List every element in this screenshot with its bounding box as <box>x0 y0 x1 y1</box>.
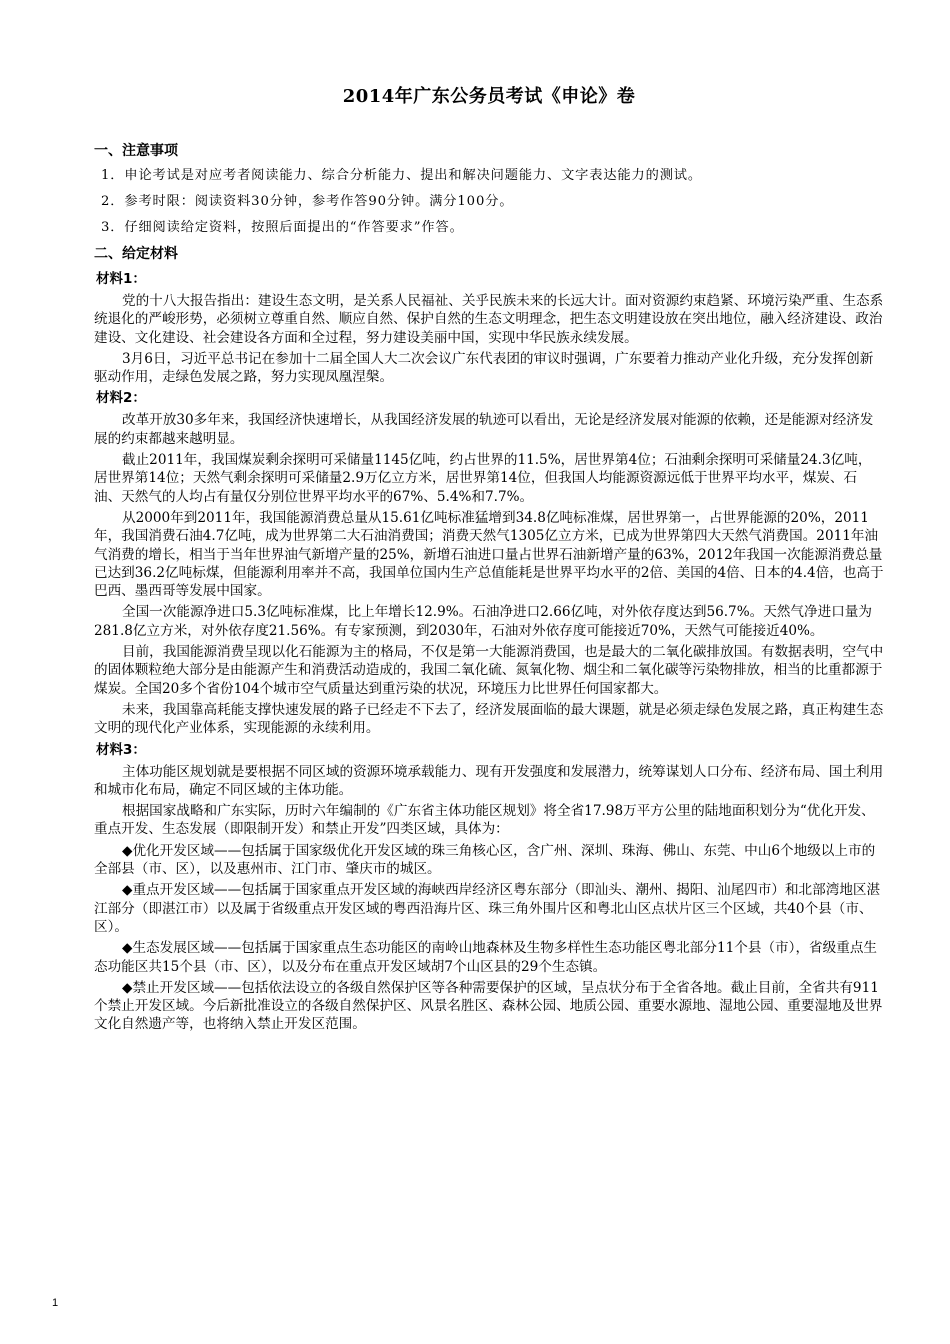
material-paragraph: ◆生态发展区域——包括属于国家重点生态功能区的南岭山地森林及生物多样性生态功能区粤北部分11个县（市），省级重点生态功能区共15个县（市、区），以及分布在重点开发区域胡7个山区县的29个生态镇。 <box>94 940 878 975</box>
material-paragraph: ◆优化开发区域——包括属于国家级优化开发区域的珠三角核心区，含广州、深圳、珠海、佛山、东莞、中山6个地级以上市的全部县（市、区），以及惠州市、江门市、肇庆市的城区。 <box>94 842 876 878</box>
section-heading-materials: 二、给定材料 <box>94 246 178 262</box>
material-paragraph: 3月6日，习近平总书记在参加十二届全国人大二次会议广东代表团的审议时强调，广东要着力推动产业化升级，充分发挥创新驱动作用，走绿色发展之路，努力实现凤凰涅槃。 <box>94 350 874 386</box>
section-heading-notes: 一、注意事项 <box>94 143 178 159</box>
document-title: 2014年广东公务员考试《申论》卷 <box>342 86 636 107</box>
note-item: 1．申论考试是对应考者阅读能力、综合分析能力、提出和解决问题能力、文字表达能力的测试。 <box>101 168 702 183</box>
material-paragraph: 全国一次能源净进口5.3亿吨标准煤，比上年增长12.9%。石油净进口2.66亿吨，对外依存度达到56.7%。天然气净进口量为281.8亿立方米，对外依存度21.56%。有专家预测，到2030年，石油对外依存度可能接近70%，天然气可能接近40%。 <box>94 604 872 639</box>
material-paragraph: 党的十八大报告指出：建设生态文明，是关系人民福祉、关乎民族未来的长远大计。面对资源约束趋紧、环境污染严重、生态系统退化的严峻形势，必须树立尊重自然、顺应自然、保护自然的生态文明理念，把生态文明建设放在突出地位，融入经济建设、政治建设、文化建设、社会建设各方面和全过程，努力建设美丽中国，实现中华民族永续发展。 <box>94 293 884 346</box>
material-paragraph: ◆重点开发区域——包括属于国家重点开发区域的海峡西岸经济区粤东部分（即汕头、潮州、揭阳、汕尾四市）和北部湾地区湛江部分（即湛江市）以及属于省级重点开发区域的粤西沿海片区、珠三角外围片区和粤北山区点状片区三个区域，共40个县（市、区）。 <box>94 882 881 935</box>
material-paragraph: 根据国家战略和广东实际，历时六年编制的《广东省主体功能区规划》将全省17.98万平方公里的陆地面积划分为“优化开发、重点开发、生态发展（即限制开发）和禁止开发”四类区域，具体为： <box>94 803 875 838</box>
material-paragraph: ◆禁止开发区域——包括依法设立的各级自然保护区等各种需要保护的区域，呈点状分布于全省各地。截止目前，全省共有911个禁止开发区域。今后新批准设立的各级自然保护区、风景名胜区、森林公园、地质公园、重要水源地、湿地公园、重要湿地及世界文化自然遗产等，也将纳入禁止开发区范围。 <box>94 979 883 1033</box>
material-1-label: 材料1： <box>96 271 146 287</box>
material-3-label: 材料3： <box>96 741 146 758</box>
material-paragraph: 主体功能区规划就是要根据不同区域的资源环境承载能力、现有开发强度和发展潜力，统筹谋划人口分布、经济布局、国土利用和城市化布局，确定不同区域的主体功能。 <box>94 763 884 798</box>
material-paragraph: 未来，我国靠高耗能支撑快速发展的路子已经走不下去了，经济发展面临的最大课题，就是必须走绿色发展之路，真正构建生态文明的现代化产业体系，实现能源的永续利用。 <box>94 701 884 737</box>
material-paragraph: 从2000年到2011年，我国能源消费总量从15.61亿吨标准猛增到34.8亿吨标准煤，居世界第一，占世界能源的20%，2011年，我国消费石油4.7亿吨，成为世界第二大石油消费国；消费天然气1305亿立方米，已成为世界第四大天然气消费国。2011年油气消费的增长，相当于当年世界油气新增产量的25%，新增石油进口量占世界石油新增产量的63%，2012年我国一次能源消费总量已达到36.2亿吨标煤，但能源利用率并不高，我国单位国内生产总值能耗是世界平均水平的2倍、美国的4倍、日本的4.4倍，也高于巴西、墨西哥等发展中国家。 <box>94 509 884 600</box>
material-2-label: 材料2： <box>96 390 146 407</box>
page-number: 1 <box>52 1297 59 1309</box>
note-item: 2．参考时限：阅读资料30分钟，参考作答90分钟。满分100分。 <box>101 194 514 209</box>
note-item: 3．仔细阅读给定资料，按照后面提出的“作答要求”作答。 <box>101 220 464 235</box>
material-paragraph: 目前，我国能源消费呈现以化石能源为主的格局，不仅是第一大能源消费国，也是最大的二氧化碳排放国。有数据表明，空气中的固体颗粒绝大部分是由能源产生和消费活动造成的，我国二氧化硫、氮氧化物、烟尘和二氧化碳等污染物排放，相当的比重都源于煤炭。全国20多个省份104个城市空气质量达到重污染的状况，环境压力比世界任何国家都大。 <box>94 644 884 697</box>
material-paragraph: 改革开放30多年来，我国经济快速增长，从我国经济发展的轨迹可以看出，无论是经济发展对能源的依赖，还是能源对经济发展的约束都越来越明显。 <box>94 412 874 447</box>
material-paragraph: 截止2011年，我国煤炭剩余探明可采储量1145亿吨，约占世界的11.5%，居世界第4位；石油剩余探明可采储量24.3亿吨，居世界第14位；天然气剩余探明可采储量2.9万亿立方米，居世界第14位，但我国人均能源资源远低于世界平均水平，煤炭、石油、天然气的人均占有量仅分别位世界平均水平的67%、5.4%和7.7%。 <box>94 452 872 505</box>
